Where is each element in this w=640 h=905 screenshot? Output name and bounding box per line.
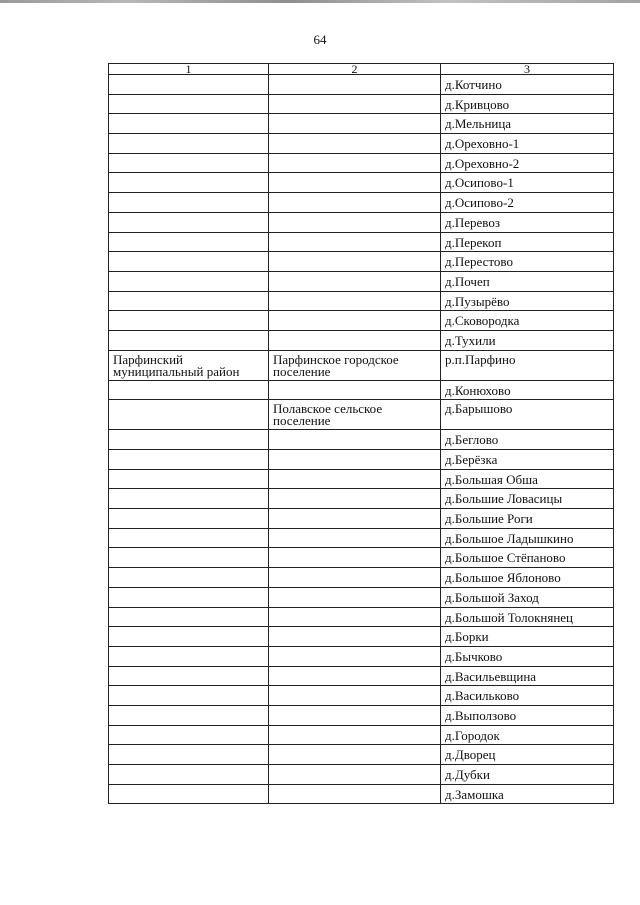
- district-cell: [109, 725, 269, 745]
- district-cell: [109, 587, 269, 607]
- municipality-cell: [269, 666, 441, 686]
- table-row: [109, 607, 614, 627]
- district-cell: [109, 627, 269, 647]
- table-row: [109, 784, 614, 804]
- municipality-cell: [269, 134, 441, 154]
- district-cell: [109, 75, 269, 95]
- settlement-cell: д.Пузырёво: [441, 291, 614, 311]
- settlements-table: [108, 63, 614, 804]
- settlement-cell: д.Городок: [441, 725, 614, 745]
- district-cell: [109, 430, 269, 450]
- table-row: [109, 153, 614, 173]
- municipality-cell: [269, 252, 441, 272]
- municipality-cell: [269, 173, 441, 193]
- table-row: [109, 252, 614, 272]
- settlement-cell: д.Замошка: [441, 784, 614, 804]
- table-row: [109, 686, 614, 706]
- table-row: [109, 627, 614, 647]
- district-cell: [109, 380, 269, 400]
- municipality-cell: [269, 607, 441, 627]
- settlement-cell: д.Васильевщина: [441, 666, 614, 686]
- municipality-cell: [269, 686, 441, 706]
- table-row: [109, 666, 614, 686]
- settlement-cell: д.Барышово: [441, 400, 614, 430]
- table-body: [109, 75, 614, 804]
- district-cell: [109, 469, 269, 489]
- settlement-cell: д.Большие Ловасицы: [441, 489, 614, 509]
- district-cell: [109, 607, 269, 627]
- district-cell: [109, 400, 269, 430]
- table-row: [109, 311, 614, 331]
- municipality-cell: [269, 232, 441, 252]
- settlement-cell: д.Осипово-2: [441, 193, 614, 213]
- table-row: [109, 725, 614, 745]
- district-cell: [109, 173, 269, 193]
- district-cell: [109, 271, 269, 291]
- municipality-cell: [269, 587, 441, 607]
- settlement-cell: д.Конюхово: [441, 380, 614, 400]
- table-row: [109, 173, 614, 193]
- municipality-cell: [269, 646, 441, 666]
- settlement-cell: д.Ореховно-2: [441, 153, 614, 173]
- table-row: [109, 469, 614, 489]
- table-row: [109, 765, 614, 785]
- scan-edge-artifact: [0, 0, 640, 3]
- settlement-cell: д.Сковородка: [441, 311, 614, 331]
- municipality-cell: Полавское сельское поселение: [269, 400, 441, 430]
- district-cell: [109, 232, 269, 252]
- settlement-cell: д.Большой Толокнянец: [441, 607, 614, 627]
- table-row: [109, 705, 614, 725]
- table-row: [109, 380, 614, 400]
- settlement-cell: д.Бычково: [441, 646, 614, 666]
- table-row: [109, 212, 614, 232]
- table-row: [109, 330, 614, 350]
- settlement-cell: д.Тухили: [441, 330, 614, 350]
- table-row: [109, 430, 614, 450]
- table-row: [109, 232, 614, 252]
- municipality-cell: [269, 469, 441, 489]
- table-row: [109, 193, 614, 213]
- column-header-2: 2: [269, 64, 441, 75]
- settlement-cell: д.Перевоз: [441, 212, 614, 232]
- municipality-cell: [269, 193, 441, 213]
- column-header-3: 3: [441, 64, 614, 75]
- district-cell: Парфинский муниципальный район: [109, 350, 269, 380]
- municipality-cell: [269, 330, 441, 350]
- municipality-cell: [269, 627, 441, 647]
- settlement-cell: д.Большие Роги: [441, 509, 614, 529]
- district-cell: [109, 646, 269, 666]
- settlement-cell: д.Перестово: [441, 252, 614, 272]
- settlement-cell: д.Дворец: [441, 745, 614, 765]
- settlement-cell: д.Большая Обша: [441, 469, 614, 489]
- settlement-cell: д.Кривцово: [441, 94, 614, 114]
- municipality-cell: [269, 450, 441, 470]
- municipality-cell: [269, 380, 441, 400]
- settlement-cell: д.Выползово: [441, 705, 614, 725]
- table-row: [109, 350, 614, 380]
- district-cell: [109, 114, 269, 134]
- district-cell: [109, 311, 269, 331]
- table-header-row: [109, 64, 614, 75]
- table-row: [109, 568, 614, 588]
- district-cell: [109, 784, 269, 804]
- settlement-cell: д.Большой Заход: [441, 587, 614, 607]
- municipality-cell: [269, 725, 441, 745]
- district-cell: [109, 94, 269, 114]
- settlement-cell: д.Беглово: [441, 430, 614, 450]
- table-row: [109, 75, 614, 95]
- settlement-cell: р.п.Парфино: [441, 350, 614, 380]
- district-cell: [109, 291, 269, 311]
- municipality-cell: [269, 94, 441, 114]
- municipality-cell: [269, 745, 441, 765]
- settlement-cell: д.Дубки: [441, 765, 614, 785]
- table-row: [109, 271, 614, 291]
- table-row: [109, 400, 614, 430]
- district-cell: [109, 548, 269, 568]
- district-cell: [109, 765, 269, 785]
- municipality-cell: [269, 765, 441, 785]
- settlement-cell: д.Ореховно-1: [441, 134, 614, 154]
- table-row: [109, 646, 614, 666]
- district-cell: [109, 705, 269, 725]
- district-cell: [109, 666, 269, 686]
- settlement-cell: д.Берёзка: [441, 450, 614, 470]
- municipality-cell: [269, 153, 441, 173]
- municipality-cell: [269, 784, 441, 804]
- table-row: [109, 587, 614, 607]
- table-row: [109, 548, 614, 568]
- settlement-cell: д.Большое Ладышкино: [441, 528, 614, 548]
- settlement-cell: д.Васильково: [441, 686, 614, 706]
- district-cell: [109, 450, 269, 470]
- settlement-cell: д.Большое Яблоново: [441, 568, 614, 588]
- table-row: [109, 450, 614, 470]
- municipality-cell: [269, 291, 441, 311]
- page-number: 64: [313, 32, 327, 47]
- municipality-cell: Парфинское городское поселение: [269, 350, 441, 380]
- table-row: [109, 134, 614, 154]
- district-cell: [109, 686, 269, 706]
- settlement-cell: д.Перекоп: [441, 232, 614, 252]
- municipality-cell: [269, 705, 441, 725]
- district-cell: [109, 528, 269, 548]
- municipality-cell: [269, 528, 441, 548]
- municipality-cell: [269, 311, 441, 331]
- district-cell: [109, 489, 269, 509]
- municipality-cell: [269, 114, 441, 134]
- table-row: [109, 291, 614, 311]
- settlement-cell: д.Котчино: [441, 75, 614, 95]
- municipality-cell: [269, 430, 441, 450]
- district-cell: [109, 509, 269, 529]
- table-row: [109, 528, 614, 548]
- table-row: [109, 509, 614, 529]
- district-cell: [109, 134, 269, 154]
- municipality-cell: [269, 568, 441, 588]
- table-row: [109, 489, 614, 509]
- municipality-cell: [269, 271, 441, 291]
- municipality-cell: [269, 212, 441, 232]
- district-cell: [109, 252, 269, 272]
- district-cell: [109, 193, 269, 213]
- district-cell: [109, 212, 269, 232]
- municipality-cell: [269, 489, 441, 509]
- column-header-1: 1: [109, 64, 269, 75]
- municipality-cell: [269, 509, 441, 529]
- table-row: [109, 114, 614, 134]
- district-cell: [109, 745, 269, 765]
- district-cell: [109, 568, 269, 588]
- settlement-cell: д.Большое Стёпаново: [441, 548, 614, 568]
- table-row: [109, 745, 614, 765]
- municipality-cell: [269, 75, 441, 95]
- district-cell: [109, 330, 269, 350]
- table-row: [109, 94, 614, 114]
- municipality-cell: [269, 548, 441, 568]
- district-cell: [109, 153, 269, 173]
- settlement-cell: д.Борки: [441, 627, 614, 647]
- settlement-cell: д.Мельница: [441, 114, 614, 134]
- settlement-cell: д.Осипово-1: [441, 173, 614, 193]
- settlement-cell: д.Почеп: [441, 271, 614, 291]
